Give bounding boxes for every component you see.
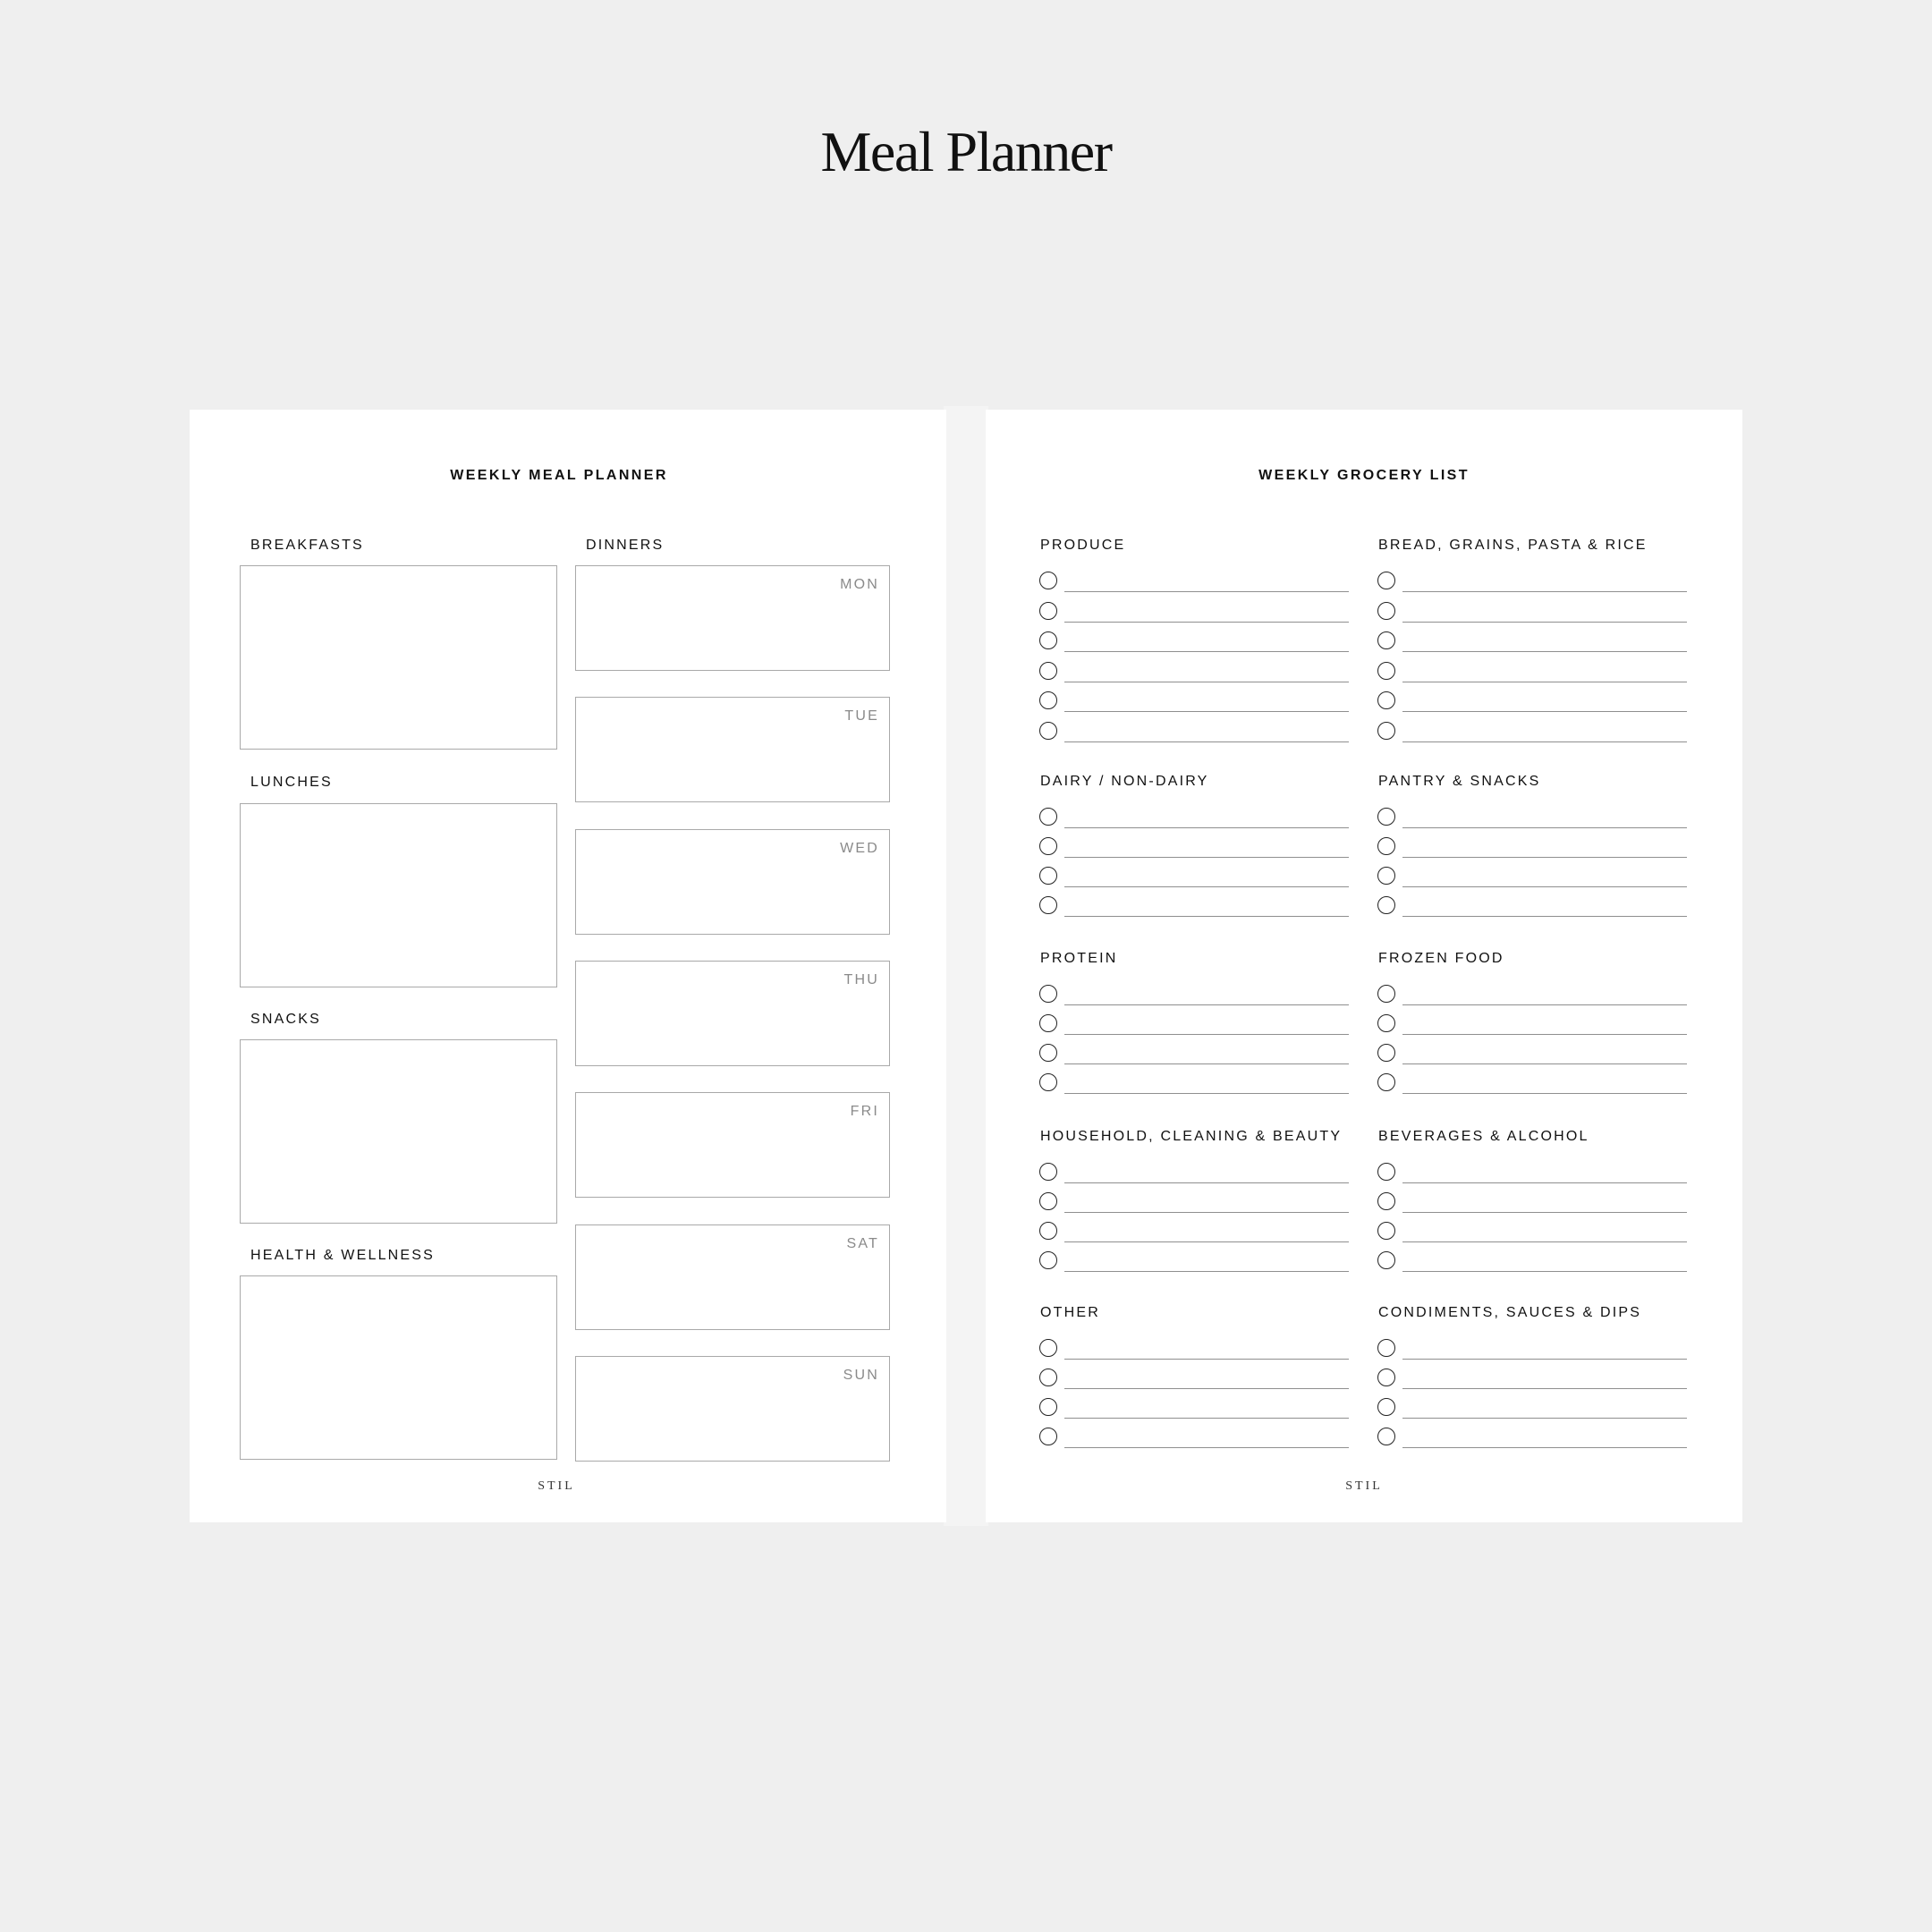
meal-planner-heading: WEEKLY MEAL PLANNER	[450, 468, 668, 483]
grocery-item	[1377, 662, 1705, 683]
checkbox-circle[interactable]	[1039, 1192, 1057, 1210]
category-label-produce: PRODUCE	[1040, 538, 1126, 553]
write-in-line[interactable]	[1064, 857, 1349, 858]
category-label-frozen-food: FROZEN FOOD	[1378, 951, 1504, 966]
document-title: Meal Planner	[820, 120, 1112, 183]
write-in-line[interactable]	[1402, 651, 1687, 652]
dinner-box-thu[interactable]	[575, 961, 890, 1066]
write-in-line[interactable]	[1402, 1004, 1687, 1005]
write-in-line[interactable]	[1064, 741, 1349, 742]
category-label-household-cleaning-beauty: HOUSEHOLD, CLEANING & BEAUTY	[1040, 1129, 1343, 1144]
write-in-line[interactable]	[1064, 916, 1349, 917]
grocery-item	[1377, 691, 1705, 713]
checkbox-circle[interactable]	[1039, 572, 1057, 589]
grocery-item	[1377, 602, 1705, 623]
checkbox-circle[interactable]	[1039, 1014, 1057, 1032]
write-in-line[interactable]	[1402, 622, 1687, 623]
write-in-line[interactable]	[1402, 886, 1687, 887]
write-in-line[interactable]	[1064, 1359, 1349, 1360]
checkbox-circle[interactable]	[1377, 1398, 1395, 1416]
checkbox-circle[interactable]	[1039, 1428, 1057, 1445]
grocery-item	[1039, 1073, 1367, 1095]
checkbox-circle[interactable]	[1377, 1428, 1395, 1445]
grocery-item	[1377, 808, 1705, 829]
checkbox-circle[interactable]	[1377, 896, 1395, 914]
health-wellness-label: HEALTH & WELLNESS	[250, 1248, 436, 1263]
write-in-line[interactable]	[1402, 1212, 1687, 1213]
dinner-box-mon[interactable]	[575, 565, 890, 671]
checkbox-circle[interactable]	[1039, 985, 1057, 1003]
day-label: FRI	[850, 1104, 879, 1119]
grocery-item	[1377, 631, 1705, 653]
day-label: SAT	[846, 1236, 879, 1251]
checkbox-circle[interactable]	[1039, 602, 1057, 620]
write-in-line[interactable]	[1402, 857, 1687, 858]
write-in-line[interactable]	[1402, 591, 1687, 592]
write-in-line[interactable]	[1402, 1418, 1687, 1419]
grocery-item	[1039, 837, 1367, 859]
grocery-item	[1039, 1044, 1367, 1065]
grocery-item	[1377, 1073, 1705, 1095]
dinner-box-fri[interactable]	[575, 1092, 890, 1198]
grocery-item	[1039, 808, 1367, 829]
write-in-line[interactable]	[1402, 1447, 1687, 1448]
grocery-item	[1039, 1222, 1367, 1243]
category-label-bread-grains-pasta-rice: BREAD, GRAINS, PASTA & RICE	[1378, 538, 1648, 553]
checkbox-circle[interactable]	[1377, 1222, 1395, 1240]
grocery-item	[1377, 572, 1705, 593]
checkbox-circle[interactable]	[1039, 837, 1057, 855]
dinner-box-sat[interactable]	[575, 1224, 890, 1330]
write-in-line[interactable]	[1064, 1212, 1349, 1213]
grocery-item	[1377, 1192, 1705, 1214]
grocery-item	[1039, 691, 1367, 713]
write-in-line[interactable]	[1402, 1271, 1687, 1272]
checkbox-circle[interactable]	[1377, 691, 1395, 709]
grocery-item	[1377, 985, 1705, 1006]
write-in-line[interactable]	[1064, 1004, 1349, 1005]
snacks-label: SNACKS	[250, 1012, 321, 1027]
category-label-pantry-snacks: PANTRY & SNACKS	[1378, 774, 1541, 789]
write-in-line[interactable]	[1064, 1093, 1349, 1094]
write-in-line[interactable]	[1402, 1182, 1687, 1183]
checkbox-circle[interactable]	[1039, 1044, 1057, 1062]
checkbox-circle[interactable]	[1039, 691, 1057, 709]
write-in-line[interactable]	[1402, 1241, 1687, 1242]
grocery-item	[1377, 867, 1705, 888]
checkbox-circle[interactable]	[1377, 837, 1395, 855]
checkbox-circle[interactable]	[1377, 808, 1395, 826]
day-label: MON	[840, 577, 879, 592]
checkbox-circle[interactable]	[1377, 867, 1395, 885]
grocery-item	[1377, 1014, 1705, 1036]
grocery-item	[1377, 1163, 1705, 1184]
grocery-item	[1039, 1163, 1367, 1184]
grocery-list-page	[986, 410, 1742, 1522]
brand-footer: STIL	[538, 1479, 575, 1493]
checkbox-circle[interactable]	[1039, 1398, 1057, 1416]
grocery-item	[1039, 1368, 1367, 1390]
checkbox-circle[interactable]	[1039, 1339, 1057, 1357]
write-in-line[interactable]	[1402, 1388, 1687, 1389]
write-in-line[interactable]	[1402, 1359, 1687, 1360]
day-label: WED	[840, 841, 879, 856]
write-in-line[interactable]	[1064, 1182, 1349, 1183]
day-label: THU	[843, 972, 879, 987]
dinner-box-tue[interactable]	[575, 697, 890, 802]
dinner-box-sun[interactable]	[575, 1356, 890, 1462]
grocery-item	[1377, 1368, 1705, 1390]
checkbox-circle[interactable]	[1377, 1014, 1395, 1032]
checkbox-circle[interactable]	[1039, 896, 1057, 914]
grocery-item	[1039, 572, 1367, 593]
grocery-item	[1377, 1398, 1705, 1419]
checkbox-circle[interactable]	[1039, 662, 1057, 680]
checkbox-circle[interactable]	[1039, 1368, 1057, 1386]
day-label: SUN	[843, 1368, 879, 1383]
checkbox-circle[interactable]	[1377, 631, 1395, 649]
checkbox-circle[interactable]	[1039, 722, 1057, 740]
write-in-line[interactable]	[1064, 622, 1349, 623]
write-in-line[interactable]	[1064, 651, 1349, 652]
write-in-line[interactable]	[1402, 827, 1687, 828]
write-in-line[interactable]	[1064, 1034, 1349, 1035]
checkbox-circle[interactable]	[1039, 867, 1057, 885]
page-spine	[944, 406, 988, 1526]
grocery-item	[1039, 896, 1367, 918]
category-label-condiments-sauces-dips: CONDIMENTS, SAUCES & DIPS	[1378, 1305, 1642, 1320]
write-in-line[interactable]	[1064, 886, 1349, 887]
checkbox-circle[interactable]	[1377, 662, 1395, 680]
grocery-item	[1039, 631, 1367, 653]
grocery-item	[1039, 1014, 1367, 1036]
checkbox-circle[interactable]	[1039, 631, 1057, 649]
grocery-item	[1377, 1044, 1705, 1065]
write-in-line[interactable]	[1402, 711, 1687, 712]
health-wellness-box[interactable]	[240, 1275, 557, 1460]
grocery-item	[1039, 1428, 1367, 1449]
grocery-item	[1039, 1251, 1367, 1273]
grocery-item	[1377, 1339, 1705, 1360]
checkbox-circle[interactable]	[1377, 1251, 1395, 1269]
checkbox-circle[interactable]	[1377, 602, 1395, 620]
lunches-box[interactable]	[240, 803, 557, 987]
checkbox-circle[interactable]	[1039, 1251, 1057, 1269]
grocery-item	[1377, 896, 1705, 918]
write-in-line[interactable]	[1064, 711, 1349, 712]
checkbox-circle[interactable]	[1039, 1163, 1057, 1181]
breakfasts-label: BREAKFASTS	[250, 538, 364, 553]
dinner-box-wed[interactable]	[575, 829, 890, 935]
write-in-line[interactable]	[1064, 827, 1349, 828]
grocery-item	[1377, 722, 1705, 743]
grocery-list-heading: WEEKLY GROCERY LIST	[1258, 468, 1470, 483]
write-in-line[interactable]	[1064, 1388, 1349, 1389]
grocery-item	[1039, 1398, 1367, 1419]
write-in-line[interactable]	[1064, 1271, 1349, 1272]
snacks-box[interactable]	[240, 1039, 557, 1224]
write-in-line[interactable]	[1402, 916, 1687, 917]
grocery-item	[1039, 1339, 1367, 1360]
write-in-line[interactable]	[1402, 1063, 1687, 1064]
day-label: TUE	[844, 708, 879, 724]
grocery-item	[1039, 662, 1367, 683]
checkbox-circle[interactable]	[1039, 1222, 1057, 1240]
write-in-line[interactable]	[1402, 741, 1687, 742]
grocery-item	[1039, 985, 1367, 1006]
checkbox-circle[interactable]	[1377, 1339, 1395, 1357]
grocery-item	[1377, 1222, 1705, 1243]
checkbox-circle[interactable]	[1377, 722, 1395, 740]
brand-footer: STIL	[1345, 1479, 1383, 1493]
checkbox-circle[interactable]	[1377, 1044, 1395, 1062]
category-label-protein: PROTEIN	[1040, 951, 1118, 966]
grocery-item	[1039, 867, 1367, 888]
checkbox-circle[interactable]	[1039, 808, 1057, 826]
write-in-line[interactable]	[1402, 1093, 1687, 1094]
grocery-item	[1377, 1251, 1705, 1273]
grocery-item	[1377, 1428, 1705, 1449]
checkbox-circle[interactable]	[1377, 1073, 1395, 1091]
breakfasts-box[interactable]	[240, 565, 557, 750]
category-label-other: OTHER	[1040, 1305, 1100, 1320]
lunches-label: LUNCHES	[250, 775, 333, 790]
grocery-item	[1377, 837, 1705, 859]
meal-planner-page	[190, 410, 946, 1522]
write-in-line[interactable]	[1064, 1063, 1349, 1064]
grocery-item	[1039, 722, 1367, 743]
dinners-label: DINNERS	[586, 538, 665, 553]
checkbox-circle[interactable]	[1039, 1073, 1057, 1091]
write-in-line[interactable]	[1064, 1447, 1349, 1448]
write-in-line[interactable]	[1402, 1034, 1687, 1035]
checkbox-circle[interactable]	[1377, 1163, 1395, 1181]
category-label-dairy-non-dairy: DAIRY / NON-DAIRY	[1040, 774, 1209, 789]
checkbox-circle[interactable]	[1377, 1368, 1395, 1386]
grocery-item	[1039, 1192, 1367, 1214]
write-in-line[interactable]	[1064, 1418, 1349, 1419]
write-in-line[interactable]	[1064, 591, 1349, 592]
grocery-item	[1039, 602, 1367, 623]
checkbox-circle[interactable]	[1377, 572, 1395, 589]
category-label-beverages-alcohol: BEVERAGES & ALCOHOL	[1378, 1129, 1589, 1144]
checkbox-circle[interactable]	[1377, 985, 1395, 1003]
checkbox-circle[interactable]	[1377, 1192, 1395, 1210]
write-in-line[interactable]	[1064, 1241, 1349, 1242]
